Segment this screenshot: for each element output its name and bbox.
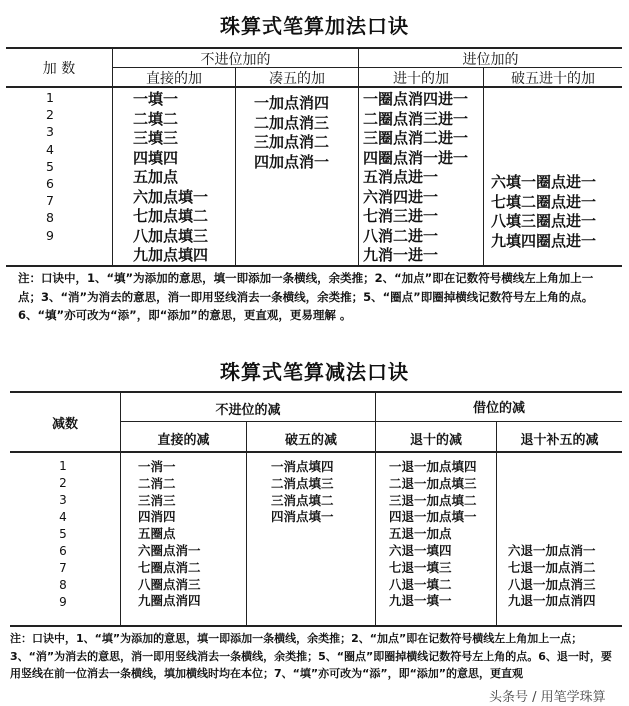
- subtraction-group-no-borrow: 不进位的减: [215, 403, 281, 418]
- subtraction-ten-item: 九退一填一: [389, 593, 452, 609]
- subtraction-ten-list: [389, 459, 477, 610]
- subtraction-col-ten: 退十的减: [409, 433, 462, 448]
- subtraction-vline-1: [120, 392, 121, 626]
- addition-col-direct: 直接的加: [146, 71, 202, 87]
- addition-number: 8: [46, 210, 54, 226]
- addition-number: 1: [46, 90, 54, 105]
- subtraction-ten-item: 三退一加点填二: [389, 492, 477, 508]
- subtraction-group-borrow: 借位的减: [472, 401, 525, 416]
- addition-bottom-rule: [6, 265, 622, 267]
- addition-direct-item: 八加点填三: [133, 226, 209, 245]
- addition-col-five: 凑五的加: [269, 71, 325, 87]
- subtraction-number: 6: [59, 544, 67, 558]
- addition-direct-item: 一填一: [133, 90, 179, 108]
- subtraction-number: 9: [59, 595, 67, 609]
- subtraction-direct-item: 二消二: [138, 475, 176, 491]
- watermark: 头条号 / 用笔学珠算: [486, 686, 609, 705]
- subtraction-direct-item: 六圈点消一: [138, 542, 201, 558]
- subtraction-direct-item: 九圈点消四: [138, 593, 201, 609]
- addition-direct-item: 九加点填四: [133, 246, 209, 264]
- addition-direct-item: 五加点: [133, 168, 179, 186]
- subtraction-group-rule: [121, 421, 622, 422]
- subtraction-direct-item: 七圈点消二: [138, 559, 201, 575]
- addition-direct-item: 二填二: [133, 109, 179, 128]
- subtraction-vline-2: [246, 421, 247, 626]
- addition-title: 珠算式笔算加法口诀: [220, 14, 409, 38]
- addition-five-item: 一加点消四: [254, 94, 330, 112]
- addition-five-list: [254, 94, 329, 172]
- addition-direct-item: 三填三: [133, 129, 179, 147]
- addition-direct-item: 六加点填一: [133, 187, 209, 206]
- subtraction-vline-3: [375, 392, 376, 626]
- subtraction-ten-five-item: 八退一加点消三: [508, 576, 596, 592]
- subtraction-direct-item: 四消四: [138, 509, 176, 525]
- addition-ten-item: 六消四进一: [363, 187, 439, 206]
- subtraction-ten-five-item: 六退一加点消一: [508, 543, 596, 558]
- subtraction-title: 珠算式笔算减法口诀: [220, 360, 409, 384]
- subtraction-direct-item: 五圈点: [138, 526, 176, 542]
- addition-five-item: 三加点消二: [254, 133, 330, 151]
- addition-five-item: 二加点消三: [254, 113, 330, 132]
- subtraction-ten-item: 八退一填二: [389, 576, 452, 592]
- subtraction-rowlabel: 减数: [51, 417, 78, 432]
- addition-ten-list: [363, 90, 468, 266]
- addition-five-ten-item: 八填三圈点进一: [491, 212, 597, 230]
- addition-group-carry: 进位加的: [462, 52, 519, 68]
- addition-ten-item: 五消点进一: [363, 168, 439, 186]
- addition-group-no-carry: 不进位加的: [200, 52, 271, 68]
- subtraction-direct-item: 八圈点消三: [138, 576, 201, 592]
- addition-col-five-ten: 破五进十的加: [511, 71, 595, 87]
- addition-direct-item: 四填四: [133, 148, 179, 167]
- subtraction-ten-item: 二退一加点填三: [389, 475, 477, 491]
- subtraction-five-item: 三消点填二: [271, 492, 334, 508]
- addition-ten-item: 三圈点消二进一: [363, 129, 469, 147]
- subtraction-number-list: [43, 458, 83, 611]
- addition-number: 5: [46, 158, 54, 174]
- addition-vline-2: [235, 67, 236, 266]
- addition-number: 7: [46, 193, 54, 209]
- subtraction-five-item: 一消点填四: [271, 459, 334, 474]
- subtraction-number: 4: [59, 510, 67, 524]
- addition-five-item: 四加点消一: [254, 152, 330, 171]
- addition-rowlabel: 加 数: [42, 61, 76, 77]
- addition-number: 2: [46, 107, 54, 123]
- addition-note: 注：口诀中，1、“填”为添加的意思，填一即添加一条横线，余类推；2、“加点”即在记数符号横线左上角加上一点；3、“消”为消去的意思，消一即用竖线消去一条横线，余类推；5、“圈点”即圈掉横线记数符号左上角的点。 6、“填”亦可改为“添”，即“添加”的意思，更直观，更易理解 。: [18, 271, 594, 322]
- subtraction-direct-item: 一消一: [138, 459, 176, 474]
- subtraction-direct-item: 三消三: [138, 492, 176, 508]
- subtraction-ten-item: 六退一填四: [389, 542, 452, 558]
- subtraction-col-direct: 直接的减: [157, 433, 210, 448]
- addition-ten-item: 九消一进一: [363, 246, 439, 264]
- addition-number-list: [30, 89, 70, 244]
- subtraction-ten-five-item: 九退一加点消四: [508, 593, 596, 609]
- subtraction-five-list: [271, 459, 334, 526]
- subtraction-top-rule: [10, 391, 622, 393]
- subtraction-ten-five-list: [508, 543, 596, 610]
- subtraction-ten-item: 一退一加点填四: [389, 459, 477, 474]
- subtraction-bottom-rule: [10, 625, 622, 627]
- subtraction-col-five: 破五的减: [284, 433, 337, 448]
- subtraction-vline-4: [496, 421, 497, 626]
- subtraction-ten-five-item: 七退一加点消二: [508, 559, 596, 575]
- addition-number: 3: [46, 124, 54, 140]
- subtraction-number: 5: [59, 527, 67, 541]
- addition-col-ten: 进十的加: [393, 71, 449, 87]
- addition-ten-item: 一圈点消四进一: [363, 90, 469, 108]
- addition-direct-list: [133, 90, 208, 266]
- addition-five-ten-item: 九填四圈点进一: [491, 231, 597, 250]
- addition-vline-4: [483, 67, 484, 266]
- addition-ten-item: 八消二进一: [363, 226, 439, 245]
- subtraction-five-item: 二消点填三: [271, 475, 334, 491]
- subtraction-number: 3: [59, 493, 67, 507]
- addition-number: 4: [46, 141, 54, 157]
- subtraction-ten-item: 五退一加点: [389, 526, 452, 542]
- subtraction-ten-item: 四退一加点填一: [389, 509, 477, 525]
- addition-five-ten-item: 七填二圈点进一: [491, 192, 597, 211]
- subtraction-number: 8: [59, 578, 67, 592]
- subtraction-number: 2: [59, 476, 67, 490]
- addition-ten-item: 二圈点消三进一: [363, 109, 469, 128]
- addition-ten-item: 七消三进一: [363, 207, 439, 225]
- addition-ten-item: 四圈点消一进一: [363, 148, 469, 167]
- subtraction-five-item: 四消点填一: [271, 509, 334, 525]
- subtraction-number: 1: [59, 459, 67, 473]
- addition-five-ten-list: [491, 173, 596, 251]
- subtraction-ten-item: 七退一填三: [389, 559, 452, 575]
- addition-number: 6: [46, 176, 54, 192]
- subtraction-header-rule: [10, 451, 622, 453]
- addition-direct-item: 七加点填二: [133, 207, 209, 225]
- subtraction-direct-list: [138, 459, 201, 610]
- addition-number: 9: [46, 227, 54, 243]
- addition-five-ten-item: 六填一圈点进一: [491, 173, 597, 191]
- subtraction-note: 注：口诀中，1、“填”为添加的意思，填一即添加一条横线，余类推；2、“加点”即在记数符号横线左上角加上一点；3、“消”为消去的意思，消一即用竖线消去一条横线，余类推；5、“圈点”即圈掉横线记数符号左上角的点。6、退一时，要用竖线在前一位消去一条横线，填加横线时均在本位；7、“填”亦可改为“添”，即“添加”的意思，更直观: [10, 632, 612, 680]
- subtraction-col-ten-five: 退十补五的减: [520, 433, 599, 448]
- subtraction-number: 7: [59, 561, 67, 575]
